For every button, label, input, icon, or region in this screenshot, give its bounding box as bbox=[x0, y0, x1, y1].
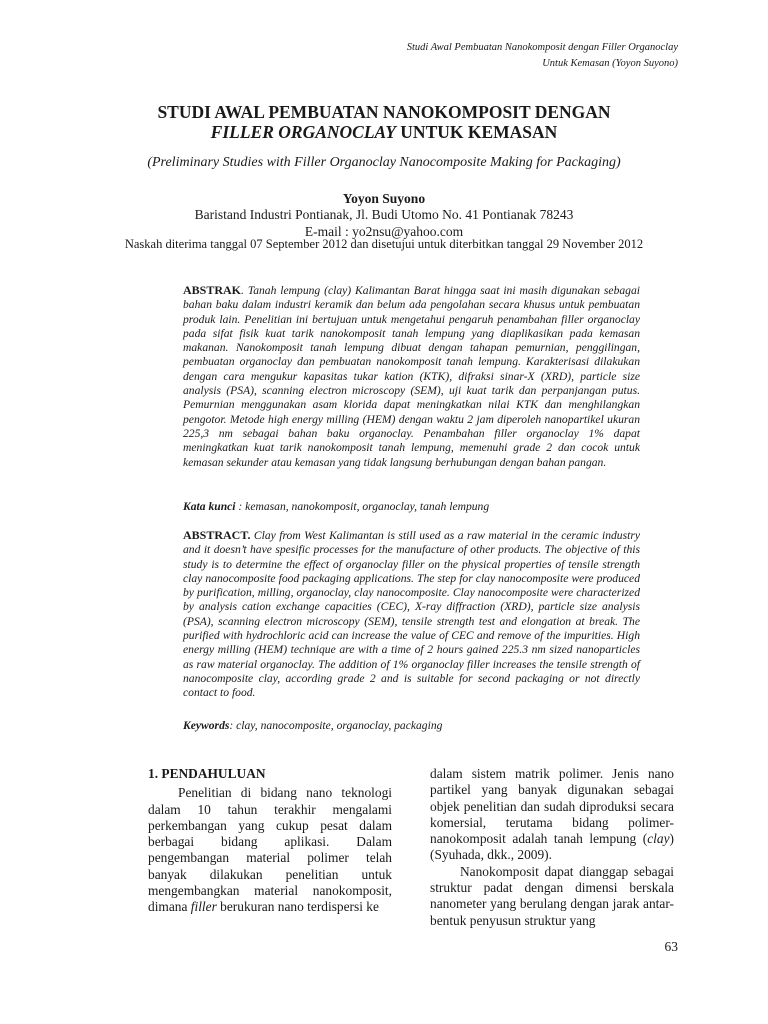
page-number: 63 bbox=[664, 939, 678, 954]
abstrak-label: ABSTRAK bbox=[183, 283, 242, 297]
left-column-paragraph bbox=[148, 785, 392, 915]
keywords-label: Keywords bbox=[183, 719, 230, 732]
right-p1-italic: clay bbox=[647, 831, 670, 847]
left-text-start: Penelitian di bidang nano teknologi dalam 10 tahun terakhir mengalami perkembangan yang cukup pesat dalam berbagai bidang aplikasi. Dalam pengembangan material polimer telah banyak dilakukan penelitian untuk mengembangkan material nanokomposit, dimana bbox=[148, 785, 392, 915]
affiliation-address: Baristand Industri Pontianak, Jl. Budi Utomo No. 41 Pontianak 78243 bbox=[194, 207, 574, 222]
title-rest: UNTUK KEMASAN bbox=[395, 122, 558, 142]
abstract-text: Clay from West Kalimantan is still used as a raw material in the ceramic industry and it doesn’t have spesific processes for the manufacture of other products. The objective of this study is to determine the effect of organoclay filler on the physical properties of tensile strength clay nanocomposite food packaging applications. The step for clay nanocomposite were produced by purification, milling, organoclay, clay nanocomposite. Clay nanocomposite were characterized by analysis cation exchange capacities (CEC), X-ray diffraction (XRD), particle size analysis (PSA), scanning electron microscopy (SEM), tensile strength test and elongation at break. The purified with hydrochloric acid can increase the value of CEC and remove of the impurities. High energy milling (HEM) technique are with a time of 2 hours gained 225.3 nm sized nanoparticles as raw material organoclay. The addition of 1% organoclay filler increases the tensile strength of nanocomposite clay, according grade 2 and is suitable for second packaging or not directly contact to food. bbox=[183, 529, 640, 700]
running-header bbox=[407, 40, 678, 72]
section-heading: 1. PENDAHULUAN bbox=[148, 766, 266, 781]
title-italic-part: FILLER ORGANOCLAY bbox=[210, 122, 396, 142]
abstract-label: ABSTRACT. bbox=[183, 528, 251, 542]
author-affiliation bbox=[0, 207, 768, 240]
right-column-paragraph-1 bbox=[430, 766, 674, 864]
right-p1-start: dalam sistem matrik polimer. Jenis nano partikel yang banyak digunakan sebagai objek penelitian dan sudah diproduksi secara komersial, terutama bidang polimer-nanokomposit adalah tanah lempung ( bbox=[430, 766, 674, 847]
kata-kunci-line bbox=[183, 500, 640, 513]
title-line2 bbox=[0, 122, 768, 142]
kata-kunci-label: Kata kunci bbox=[183, 500, 236, 513]
title-line1: STUDI AWAL PEMBUATAN NANOKOMPOSIT DENGAN bbox=[157, 102, 611, 122]
english-subtitle: (Preliminary Studies with Filler Organoclay Nanocomposite Making for Packaging) bbox=[147, 155, 621, 170]
received-date-note: Naskah diterima tanggal 07 September 2012 dan disetujui untuk diterbitkan tanggal 29 November 2012 bbox=[124, 237, 644, 251]
running-header-line2: Untuk Kemasan (Yoyon Suyono) bbox=[542, 58, 678, 69]
paper-title bbox=[0, 102, 768, 142]
author-name: Yoyon Suyono bbox=[342, 191, 426, 206]
author-email: E-mail : yo2nsu@yahoo.com bbox=[304, 223, 464, 239]
right-p1-end: ) (Syuhada, dkk., 2009). bbox=[430, 831, 674, 863]
left-column bbox=[148, 766, 392, 916]
abstract-block bbox=[183, 528, 640, 701]
right-column bbox=[430, 766, 674, 929]
left-text-end: berukuran nano terdispersi ke bbox=[216, 899, 379, 915]
abstrak-block bbox=[183, 283, 640, 470]
abstrak-text: . Tanah lempung (clay) Kalimantan Barat hingga saat ini masih digunakan sebagai bahan baku dalam industri keramik dan belum ada pengolahan secara khusus untuk pembuatan produk lain. Penelitian ini bertujuan untuk mengetahui pengaruh penambahan filler organoclay pada sifat fisik kuat tarik nanokomposit tanah lempung yang diaplikasikan pada kemasan makanan. Nanokomposit tanah lempung dibuat dengan tahapan pemurnian, penggilingan, pembuatan organoclay dan pembuatan nanokomposit tanah lempung. Karakterisasi dilakukan dengan cara mengukur kapasitas tukar kation (KTK), difraksi sinar-X (XRD), particle size analysis (PSA), scanning electron microscopy (SEM), uji kuat tarik dan perpanjangan putus. Pemurnian menggunakan asam klorida dapat meningkatkan nilai KTK dan menghilangkan pengotor. Metode high energy milling (HEM) dengan waktu 2 jam diperoleh nanopartikel ukuran 225,3 nm sebagai bahan baku organoclay. Penambahan filler organoclay 1% dapat meningkatkan kuat tarik nanokomposit tanah lempung, memenuhi grade 2 dan cocok untuk kemasan sekunder atau kemasan yang tidak langsung berhubungan dengan bahan pangan. bbox=[183, 284, 640, 469]
keywords-text: : clay, nanocomposite, organoclay, packaging bbox=[229, 719, 443, 732]
running-header-line1: Studi Awal Pembuatan Nanokomposit dengan Filler Organoclay bbox=[406, 42, 678, 53]
keywords-line bbox=[183, 719, 640, 732]
right-column-paragraph-2: Nanokomposit dapat dianggap sebagai struktur padat dengan dimensi berskala nanometer yang berulang dengan jarak antar-bentuk penyusun struktur yang bbox=[430, 863, 674, 928]
left-text-italic: filler bbox=[190, 899, 217, 915]
kata-kunci-text: : kemasan, nanokomposit, organoclay, tanah lempung bbox=[235, 500, 490, 513]
